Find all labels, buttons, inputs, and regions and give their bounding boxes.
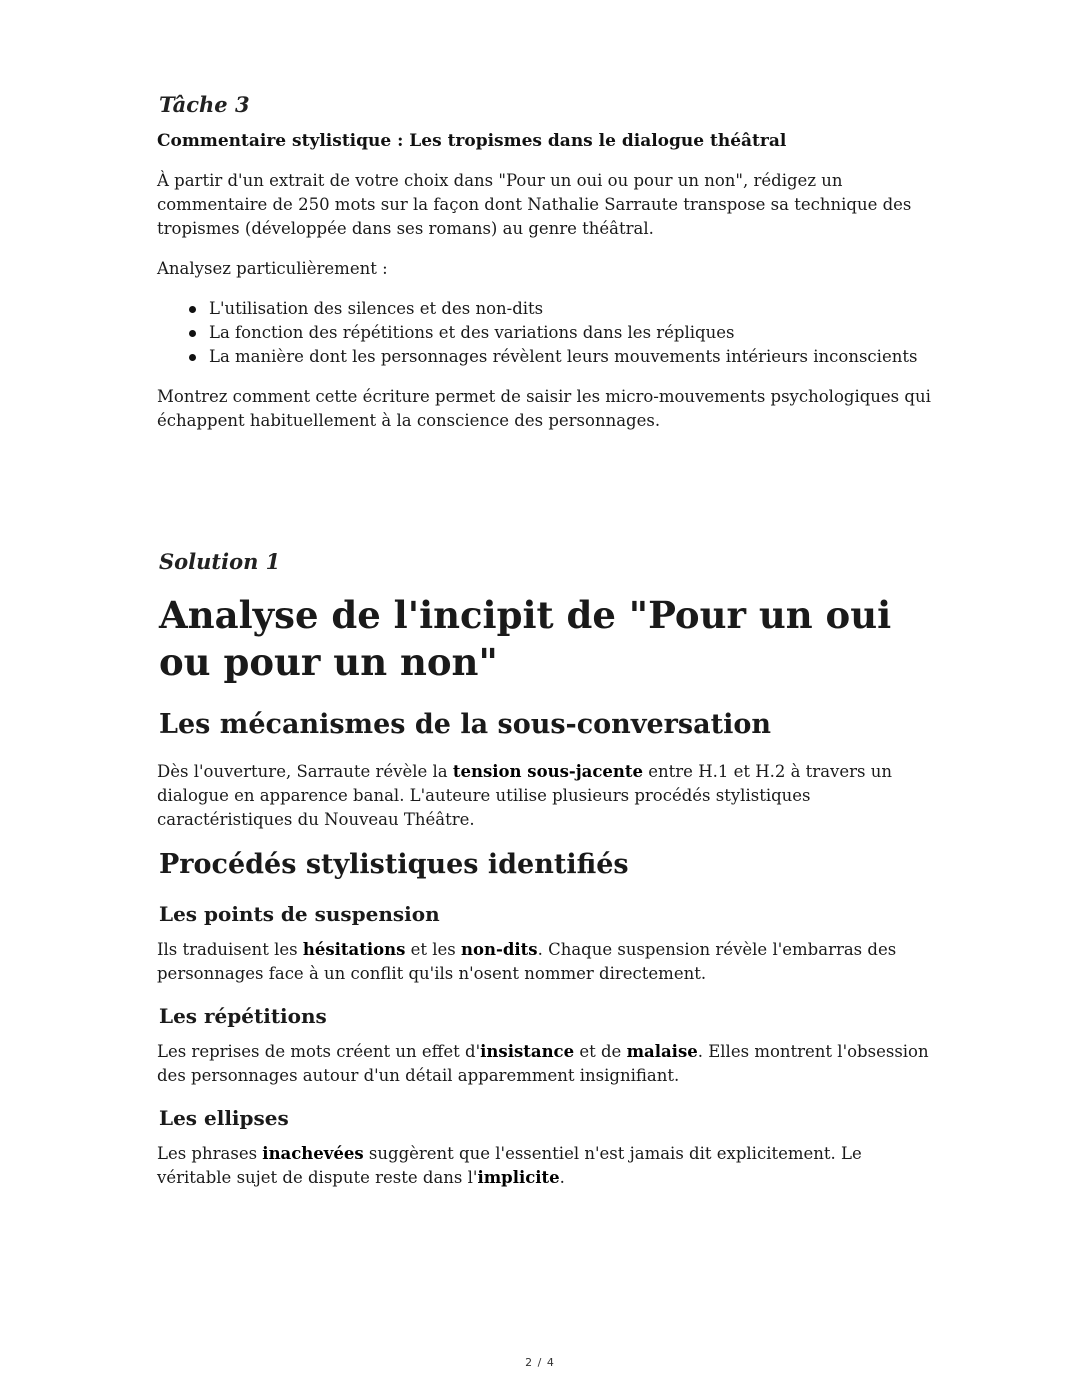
emphasis: hésitations <box>302 940 406 959</box>
task-closing: Montrez comment cette écriture permet de saisir les micro-mouvements psychologiques qui échappent habituellement à la conscience des personnages. <box>157 387 931 430</box>
section-heading-procedes: Procédés stylistiques identifiés <box>159 849 629 880</box>
emphasis: implicite <box>477 1168 560 1187</box>
emphasis: insistance <box>480 1042 575 1061</box>
page-number: 2 / 4 <box>525 1356 555 1369</box>
task-subtitle: Commentaire stylistique : Les tropismes dans le dialogue théâtral <box>157 131 787 151</box>
task-intro: À partir d'un extrait de votre choix dans "Pour un oui ou pour un non", rédigez un commentaire de 250 mots sur la façon dont Nathalie Sarraute transpose sa technique des tropismes (développée dans ses romans) au genre théâtral. <box>157 171 912 238</box>
subheading-repetitions: Les répétitions <box>159 1004 327 1028</box>
task-analyze-lead: Analysez particulièrement : <box>157 259 388 278</box>
emphasis: malaise <box>626 1042 698 1061</box>
emphasis: inachevées <box>262 1144 364 1163</box>
document-page <box>157 92 937 1206</box>
section-paragraph-sous-conversation: Dès l'ouverture, Sarraute révèle la tension sous-jacente entre H.1 et H.2 à travers un dialogue en apparence banal. L'auteure utilise plusieurs procédés stylistiques caractéristiques du Nouveau Théâtre. <box>157 762 892 829</box>
subheading-ellipses: Les ellipses <box>159 1106 289 1130</box>
list-item: La fonction des répétitions et des variations dans les répliques <box>209 321 937 345</box>
emphasis: non-dits <box>461 940 538 959</box>
paragraph-repetitions: Les reprises de mots créent un effet d'insistance et de malaise. Elles montrent l'obsession des personnages autour d'un détail apparemment insignifiant. <box>157 1042 929 1085</box>
solution-label: Solution 1 <box>159 549 281 574</box>
paragraph-points-suspension: Ils traduisent les hésitations et les non-dits. Chaque suspension révèle l'embarras des personnages face à un conflit qu'ils n'osent nommer directement. <box>157 940 897 983</box>
section-heading-sous-conversation: Les mécanismes de la sous-conversation <box>159 709 771 740</box>
solution-title: Analyse de l'incipit de "Pour un oui ou pour un non" <box>159 593 892 684</box>
task-label: Tâche 3 <box>159 92 250 117</box>
emphasis: tension sous-jacente <box>452 762 644 781</box>
list-item: L'utilisation des silences et des non-dits <box>209 297 937 321</box>
task-bullet-list <box>157 297 937 369</box>
subheading-points-suspension: Les points de suspension <box>159 902 440 926</box>
list-item: La manière dont les personnages révèlent leurs mouvements intérieurs inconscients <box>209 345 937 369</box>
section-spacer <box>157 449 937 549</box>
paragraph-ellipses: Les phrases inachevées suggèrent que l'essentiel n'est jamais dit explicitement. Le véritable sujet de dispute reste dans l'implicite. <box>157 1144 862 1187</box>
